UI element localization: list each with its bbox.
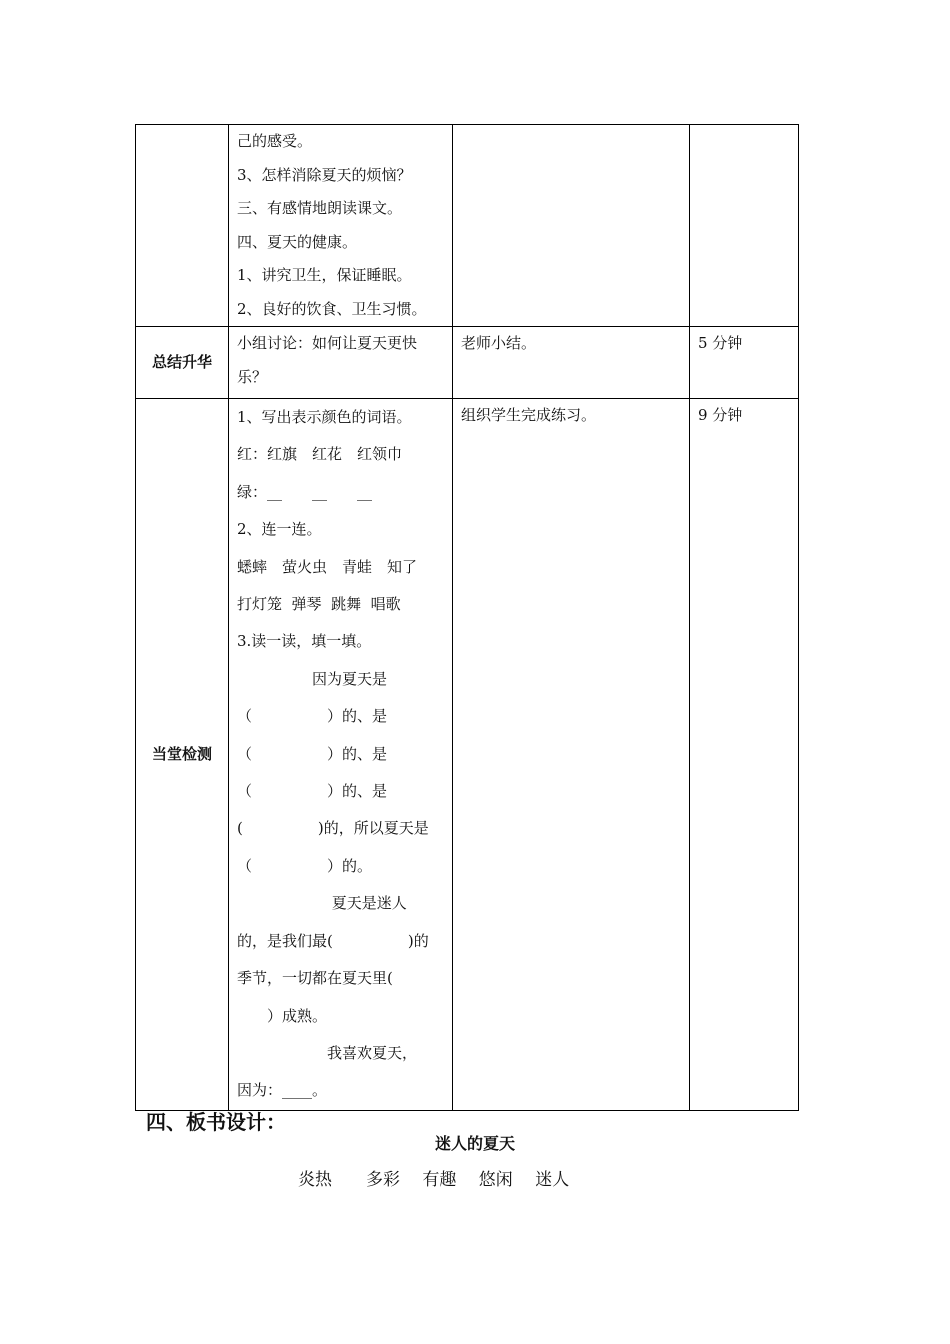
activity-line: 己的感受。 [237,132,313,150]
table-row [136,327,799,399]
activity-line: （ ）的、是 [237,707,388,726]
activity-line: 因为夏天是 [237,669,388,688]
activity-cell [229,399,453,1111]
activity-line: 3.读一读，填一填。 [237,632,372,651]
activity-line: 四、夏天的健康。 [237,232,358,251]
time-cell [690,125,799,327]
activity-line: 1、写出表示颜色的词语。 [237,408,412,426]
activity-line: 2、连一连。 [237,520,322,539]
teacher-cell: 老师小结。 [453,327,690,399]
activity-line: 绿：__ __ __ [237,482,373,501]
activity-cell [229,327,453,399]
teacher-cell [453,125,690,327]
teacher-cell: 组织学生完成练习。 [453,399,690,1111]
activity-line: （ ）的、是 [237,744,388,763]
activity-line: 我喜欢夏天， [237,1043,418,1062]
time-cell: 9 分钟 [690,399,799,1111]
lesson-plan-table [135,124,799,1111]
activity-line: 乐？ [237,367,268,386]
time-cell: 5 分钟 [690,327,799,399]
activity-line: 三、有感情地朗读课文。 [237,199,403,217]
stage-cell: 当堂检测 [136,399,229,1111]
activity-line: 夏天是迷人 [237,894,407,913]
activity-line: ( )的，所以夏天是 [237,819,429,838]
stage-cell [136,125,229,327]
activity-line: 打灯笼 弹琴 跳舞 唱歌 [237,595,401,614]
activity-line: 小组讨论：如何让夏天更快 [237,334,418,352]
table-row [136,399,799,1111]
activity-line: 的，是我们最( )的 [237,931,429,950]
activity-line: 蟋蟀 萤火虫 青蛙 知了 [237,557,418,576]
activity-line: 2、良好的饮食、卫生习惯。 [237,299,427,318]
activity-line: （ ）的、是 [237,782,388,801]
activity-line: 1、讲究卫生，保证睡眠。 [237,266,412,284]
activity-line: 3、怎样消除夏天的烦恼？ [237,165,412,184]
activity-line: ）成熟。 [237,1006,328,1025]
table-row [136,125,799,327]
activity-line: 季节，一切都在夏天里( [237,969,393,988]
board-design-heading: 四、板书设计： [146,1110,286,1134]
stage-cell: 总结升华 [136,327,229,399]
activity-line: 因为：____。 [237,1081,328,1100]
activity-line: （ ）的。 [237,856,373,875]
board-keywords: 炎热 多彩 有趣 悠闲 迷人 [298,1170,570,1190]
board-title: 迷人的夏天 [434,1134,515,1153]
activity-cell [229,125,453,327]
activity-line: 红：红旗 红花 红领巾 [237,445,403,464]
